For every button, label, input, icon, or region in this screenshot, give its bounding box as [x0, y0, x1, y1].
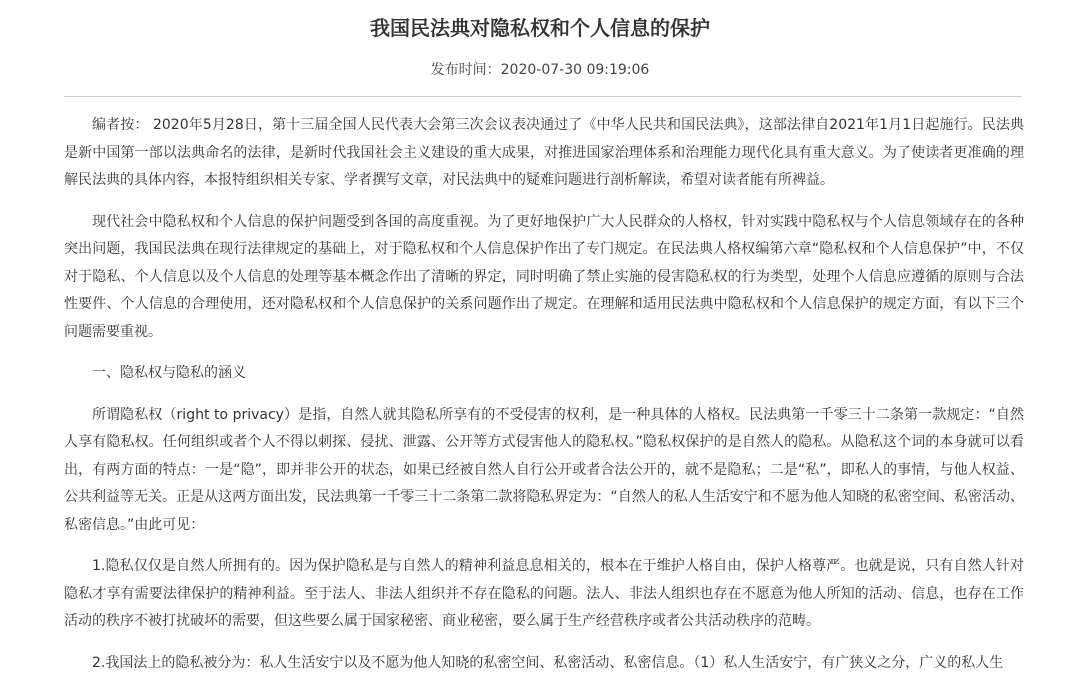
point-1-paragraph: 1.隐私仅仅是自然人所拥有的。因为保护隐私是与自然人的精神利益息息相关的，根本在于维护人格自由，保护人格尊严。也就是说，只有自然人针对隐私才享有需要法律保护的精神利益。至于法人、非法人组织并不存在隐私的问题。法人、非法人组织也存在不愿意为他人所知的活动、信息，也存在工作活动的秩序不被打扰破坏的需要，但这些要么属于国家秘密、商业秘密，要么属于生产经营秩序或者公共活动秩序的范畴。 — [64, 558, 1024, 629]
intro-paragraph: 现代社会中隐私权和个人信息的保护问题受到各国的高度重视。为了更好地保护广大人民群众的人格权，针对实践中隐私权与个人信息领域存在的各种突出问题，我国民法典在现行法律规定的基础上，对于隐私权和个人信息保护作出了专门规定。在民法典人格权编第六章“隐私权和个人信息保护”中，不仅对于隐私、个人信息以及个人信息的处理等基本概念作出了清晰的界定，同时明确了禁止实施的侵害隐私权的行为类型，处理个人信息应遵循的原则与合法性要件、个人信息的合理使用，还对隐私权和个人信息保护的关系问题作出了规定。在理解和适用民法典中隐私权和个人信息保护的规定方面，有以下三个问题需要重视。 — [64, 213, 1024, 340]
publish-time: 2020-07-30 09:19:06 — [500, 62, 650, 78]
article-title: 我国民法典对隐私权和个人信息的保护 — [370, 16, 710, 40]
publish-label: 发布时间： — [430, 62, 501, 78]
point-2-paragraph: 2.我国法上的隐私被分为：私人生活安宁以及不愿为他人知晓的私密空间、私密活动、私密信息。（1）私人生活安宁，有广狭义之分，广义的私人生 — [92, 654, 1004, 671]
title-divider — [64, 96, 1022, 97]
privacy-definition-paragraph: 所谓隐私权（right to privacy）是指，自然人就其隐私所享有的不受侵害的权利，是一种具体的人格权。民法典第一千零三十二条第一款规定：“自然人享有隐私权。任何组织或者个人不得以刺探、侵扰、泄露、公开等方式侵害他人的隐私权。”隐私权保护的是自然人的隐私。从隐私这个词的本身就可以看出，有两方面的特点：一是“隐”，即并非公开的状态，如果已经被自然人自行公开或者合法公开的，就不是隐私；二是“私”，即私人的事情，与他人权益、公共利益等无关。正是从这两方面出发，民法典第一千零三十二条第二款将隐私界定为：“自然人的私人生活安宁和不愿为他人知晓的私密空间、私密活动、私密信息。”由此可见： — [64, 406, 1024, 533]
publish-meta — [0, 60, 1080, 80]
editor-note-paragraph: 编者按： 2020年5月28日，第十三届全国人民代表大会第三次会议表决通过了《中华人民共和国民法典》，这部法律自2021年1月1日起施行。民法典是新中国第一部以法典命名的法律，是新时代我国社会主义建设的重大成果，对推进国家治理体系和治理能力现代化具有重大意义。为了使读者更准确的理解民法典的具体内容，本报特组织相关专家、学者撰写文章，对民法典中的疑难问题进行剖析解读，希望对读者能有所裨益。 — [64, 117, 1024, 188]
article-body — [64, 112, 1024, 691]
section-heading: 一、隐私权与隐私的涵义 — [92, 365, 246, 381]
